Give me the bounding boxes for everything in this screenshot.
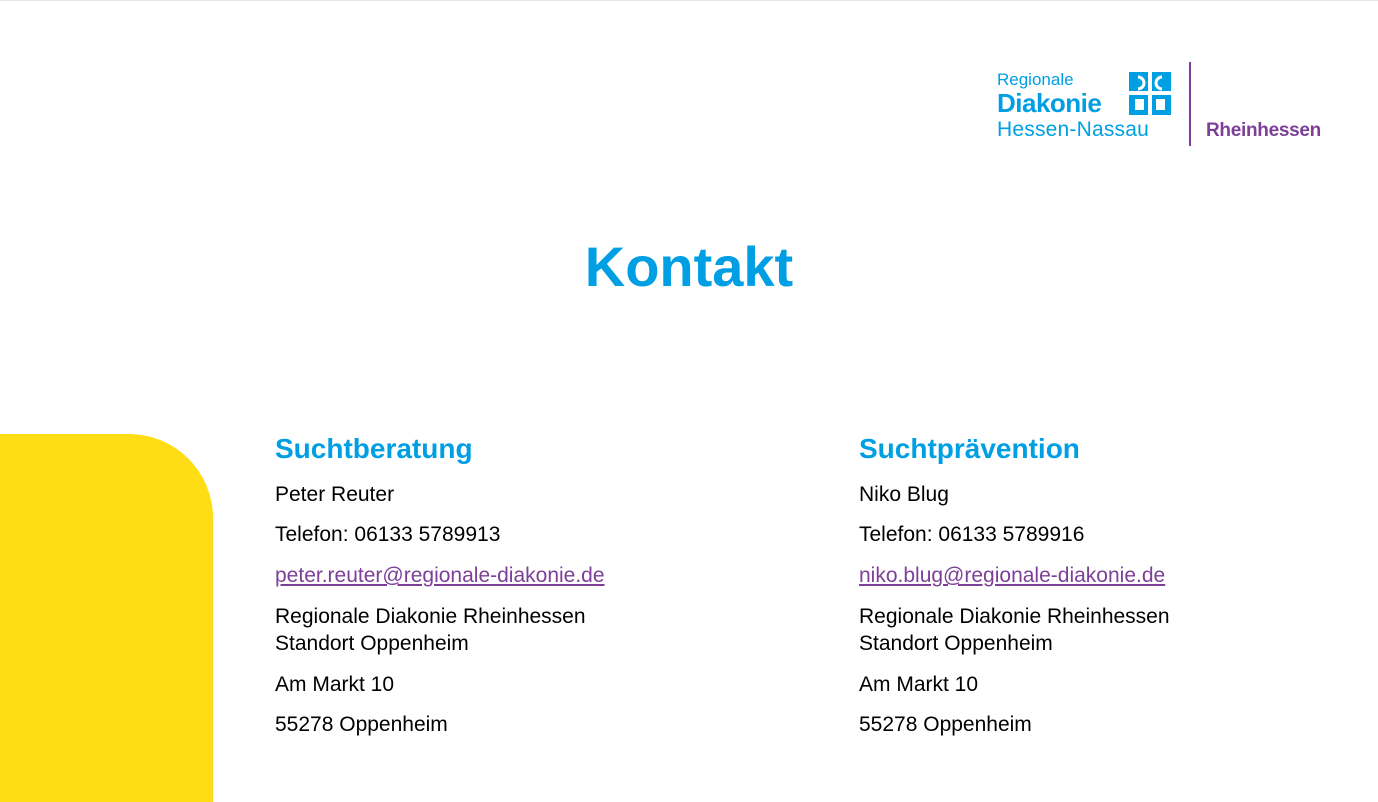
diakonie-cross-icon bbox=[1129, 72, 1171, 115]
top-divider bbox=[0, 0, 1378, 1]
contact-heading: Suchtberatung bbox=[275, 433, 473, 464]
contact-street: Am Markt 10 bbox=[275, 673, 395, 696]
contact-org: Regionale Diakonie Rheinhessen bbox=[275, 605, 586, 628]
logo-line-hessen-nassau: Hessen-Nassau bbox=[997, 118, 1149, 141]
contact-org: Regionale Diakonie Rheinhessen bbox=[859, 605, 1170, 628]
diakonie-logo bbox=[997, 62, 1327, 148]
logo-divider bbox=[1189, 62, 1191, 146]
contact-name: Peter Reuter bbox=[275, 483, 395, 506]
contact-city: 55278 Oppenheim bbox=[275, 713, 448, 736]
contact-site: Standort Oppenheim bbox=[859, 632, 1053, 655]
decorative-yellow-shape bbox=[0, 434, 213, 802]
contact-phone: Telefon: 06133 5789913 bbox=[275, 523, 501, 546]
contact-email-row bbox=[859, 562, 1339, 589]
contact-name: Niko Blug bbox=[859, 483, 949, 506]
contact-phone: Telefon: 06133 5789916 bbox=[859, 523, 1085, 546]
contact-site: Standort Oppenheim bbox=[275, 632, 469, 655]
contact-street: Am Markt 10 bbox=[859, 673, 979, 696]
contact-email-link[interactable]: peter.reuter@regionale-diakonie.de bbox=[275, 564, 605, 587]
contact-city: 55278 Oppenheim bbox=[859, 713, 1032, 736]
contact-email-row bbox=[275, 562, 755, 589]
logo-region-rheinhessen: Rheinhessen bbox=[1206, 120, 1321, 141]
page-title: Kontakt bbox=[584, 235, 794, 298]
contact-suchtberatung bbox=[275, 430, 755, 738]
contact-suchtpraevention bbox=[859, 430, 1339, 738]
logo-line-regionale: Regionale bbox=[997, 70, 1074, 89]
contact-heading: Suchtprävention bbox=[859, 433, 1080, 464]
logo-line-diakonie: Diakonie bbox=[997, 88, 1102, 118]
contact-email-link[interactable]: niko.blug@regionale-diakonie.de bbox=[859, 564, 1166, 587]
